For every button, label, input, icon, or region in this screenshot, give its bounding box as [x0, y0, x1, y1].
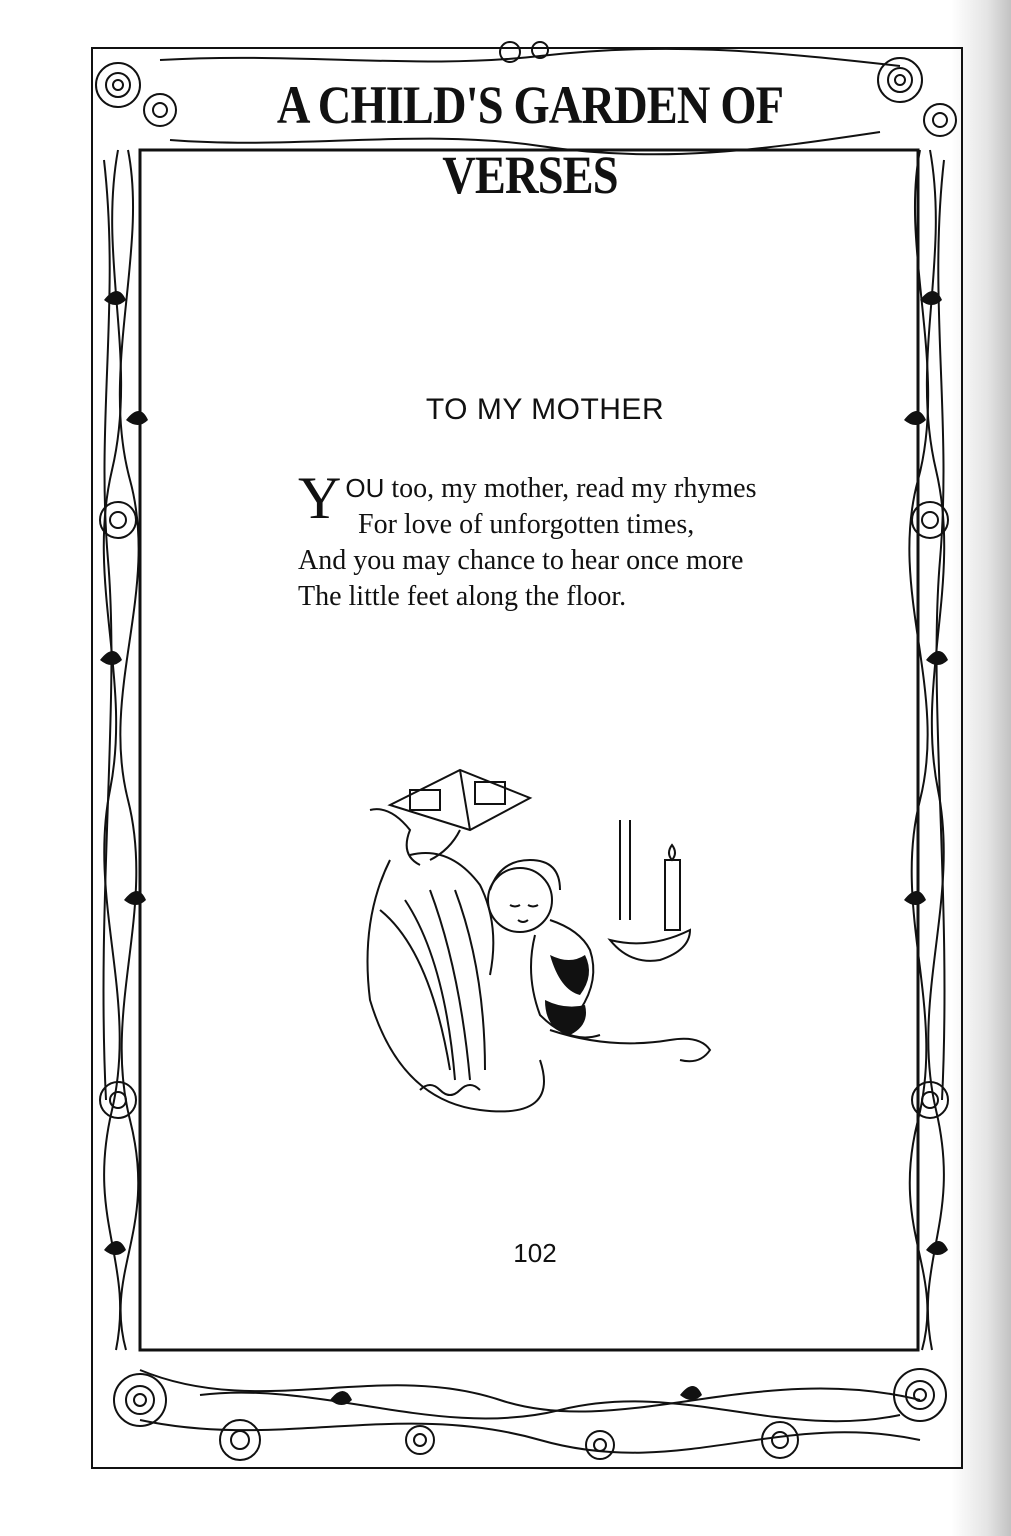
verse-line-2: For love of unforgotten times, [358, 509, 695, 540]
verse-line-3: And you may chance to hear once more [298, 545, 744, 576]
drop-cap-continuation: OU [345, 473, 385, 503]
poem-title: TO MY MOTHER [425, 393, 665, 426]
book-title-banner: A CHILD'S GARDEN OF VERSES [276, 75, 784, 205]
verse-line-4: The little feet along the floor. [298, 581, 627, 612]
drop-cap: Y [298, 465, 342, 531]
poem-stanza [298, 465, 858, 615]
mother-reading-child-icon [350, 760, 730, 1130]
page-number: 102 [513, 1238, 557, 1268]
verse-line-1-text: too, my mother, read my rhymes [391, 473, 757, 504]
